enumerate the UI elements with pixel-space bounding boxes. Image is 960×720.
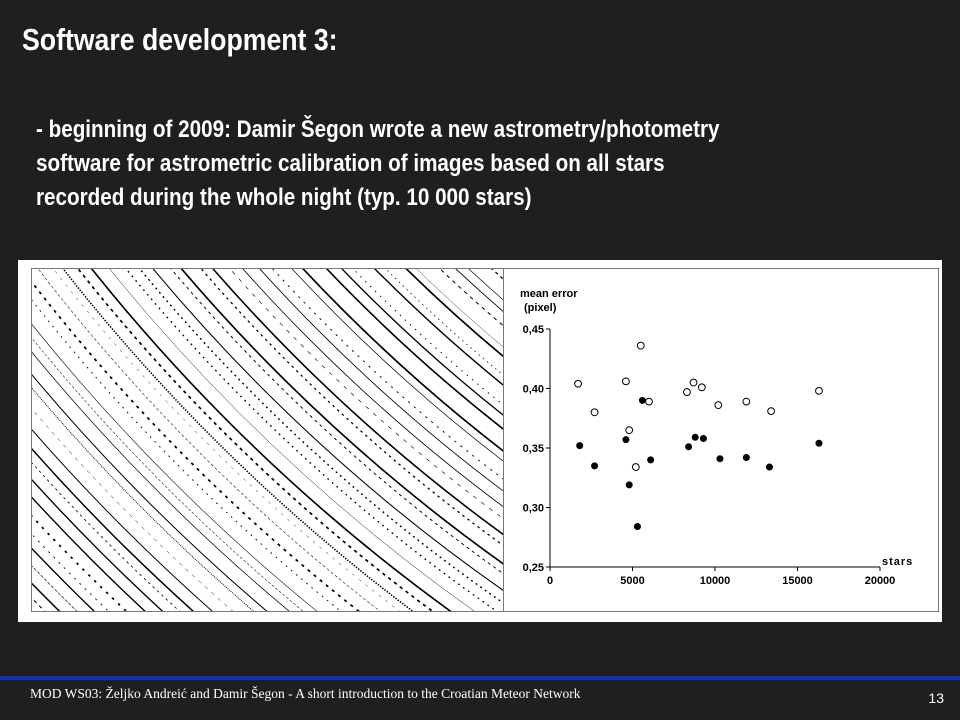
star-trail — [292, 269, 504, 359]
filled-data-point — [639, 397, 645, 403]
star-trail — [32, 269, 504, 611]
star-trail — [32, 269, 504, 611]
x-tick-label: 20000 — [864, 575, 896, 587]
open-data-point — [623, 378, 630, 385]
star-trail — [32, 269, 504, 611]
filled-data-point — [623, 436, 629, 442]
filled-data-point — [692, 434, 698, 440]
footer-rule — [0, 676, 960, 680]
open-data-point — [637, 342, 644, 349]
star-trail — [32, 269, 504, 611]
open-data-point — [698, 384, 705, 391]
y-tick-label: 0,35 — [522, 443, 544, 455]
star-trail — [32, 269, 504, 611]
y-tick-label: 0,45 — [522, 324, 544, 336]
star-trail — [32, 269, 504, 611]
star-trail — [32, 269, 504, 611]
star-trail — [32, 269, 504, 611]
star-trail — [32, 269, 504, 611]
star-trail — [32, 269, 504, 611]
star-trail — [32, 269, 504, 611]
star-trail — [264, 269, 504, 387]
star-trail — [32, 269, 504, 611]
star-trail — [32, 269, 504, 611]
star-trail — [32, 269, 504, 611]
star-trail — [32, 269, 504, 611]
body-line-2: software for astrometric calibration of images based on all stars — [36, 150, 665, 177]
filled-data-point — [743, 454, 749, 460]
star-trail — [32, 269, 504, 611]
figure-panel — [18, 260, 942, 622]
star-trail — [195, 269, 504, 456]
star-trail — [32, 269, 504, 611]
star-trail — [32, 269, 504, 611]
star-trail — [32, 269, 504, 611]
star-trail — [32, 269, 504, 611]
scatter-plot — [504, 269, 938, 611]
star-trail — [32, 269, 504, 611]
star-trail — [32, 269, 504, 611]
star-trail — [32, 269, 504, 611]
open-data-point — [743, 398, 750, 405]
open-data-point — [715, 402, 722, 409]
star-trail — [32, 269, 504, 611]
y-axis-label-line1: mean error — [520, 288, 578, 300]
open-data-point — [575, 380, 582, 387]
filled-data-point — [766, 464, 772, 470]
x-axis-label: stars — [882, 556, 914, 568]
open-data-point — [626, 427, 633, 434]
filled-data-point — [577, 442, 583, 448]
filled-data-point — [591, 463, 597, 469]
star-trail — [32, 269, 504, 611]
page-number: 13 — [928, 690, 944, 706]
open-data-point — [690, 379, 697, 386]
star-trail — [32, 269, 504, 611]
star-trail — [32, 269, 504, 611]
star-trail — [32, 269, 504, 611]
x-tick-label: 0 — [546, 575, 554, 587]
filled-data-point — [685, 444, 691, 450]
footer-citation: MOD WS03: Željko Andreić and Damir Šegon - A short introduction to the Croatian Meteor Network — [30, 686, 581, 701]
y-axis-label-line2: (pixel) — [524, 302, 557, 314]
open-data-point — [591, 409, 598, 416]
filled-data-point — [626, 482, 632, 488]
filled-data-point — [647, 457, 653, 463]
open-data-point — [816, 387, 823, 394]
star-trail — [32, 269, 504, 611]
star-trail — [32, 269, 504, 611]
star-trail — [32, 269, 504, 611]
star-trail — [32, 269, 504, 611]
star-trail — [32, 269, 504, 611]
star-trail — [32, 269, 504, 611]
star-trail — [104, 269, 504, 547]
star-trail — [32, 269, 504, 611]
star-trail — [32, 269, 504, 611]
slide-title: Software development 3: — [22, 22, 338, 57]
y-tick-label: 0,25 — [522, 562, 544, 574]
star-trail — [32, 269, 504, 611]
star-trail — [32, 269, 504, 611]
star-trail — [32, 269, 504, 611]
y-tick-label: 0,40 — [522, 383, 544, 396]
slide-body — [36, 113, 913, 215]
star-trail — [32, 269, 504, 611]
mean-error-chart — [503, 268, 939, 612]
y-tick-label: 0,30 — [522, 502, 544, 515]
star-trail — [32, 269, 504, 611]
star-trail — [32, 269, 504, 611]
star-trail — [32, 269, 504, 611]
star-trail — [32, 269, 504, 611]
open-data-point — [768, 408, 775, 415]
star-trail — [32, 269, 504, 611]
body-line-1: - beginning of 2009: Damir Šegon wrote a new astrometry/photometry — [36, 116, 720, 143]
star-trail — [32, 269, 504, 611]
star-trail — [94, 269, 504, 557]
star-trail — [32, 269, 504, 611]
star-trail — [58, 269, 504, 593]
star-trail — [32, 269, 504, 611]
star-trail — [32, 269, 504, 611]
star-trail — [32, 269, 504, 611]
star-trail — [81, 269, 504, 570]
star-trail — [32, 269, 504, 611]
star-trail — [32, 269, 504, 611]
star-trail — [32, 269, 504, 611]
star-trail — [207, 269, 504, 444]
star-trails-image — [31, 268, 505, 612]
star-trail — [32, 269, 504, 611]
star-trail — [32, 269, 504, 611]
filled-data-point — [717, 456, 723, 462]
x-tick-label: 15000 — [782, 575, 813, 587]
filled-data-point — [634, 523, 640, 529]
open-data-point — [684, 389, 691, 396]
star-trail — [32, 269, 504, 611]
x-tick-label: 5000 — [620, 575, 645, 587]
filled-data-point — [700, 435, 706, 441]
star-trail — [32, 269, 504, 611]
star-trail — [32, 269, 504, 611]
open-data-point — [646, 398, 653, 405]
star-trail — [32, 269, 504, 611]
star-trail — [32, 269, 504, 611]
star-trail — [32, 269, 504, 611]
star-trail — [32, 269, 504, 611]
star-trail — [32, 269, 504, 611]
star-trail — [32, 269, 504, 611]
star-trail — [32, 269, 504, 611]
star-trail — [32, 269, 504, 611]
star-trail — [32, 269, 504, 611]
star-trail — [187, 269, 504, 464]
star-trails-drawing — [32, 269, 504, 611]
star-trail — [32, 269, 504, 611]
open-data-point — [632, 464, 639, 471]
star-trail — [32, 269, 504, 611]
body-line-3: recorded during the whole night (typ. 10 000 stars) — [36, 184, 532, 211]
star-trail — [254, 269, 504, 397]
x-tick-label: 10000 — [699, 575, 731, 587]
filled-data-point — [816, 440, 822, 446]
star-trail — [32, 269, 504, 611]
star-trail — [32, 269, 504, 611]
star-trail — [32, 269, 504, 611]
